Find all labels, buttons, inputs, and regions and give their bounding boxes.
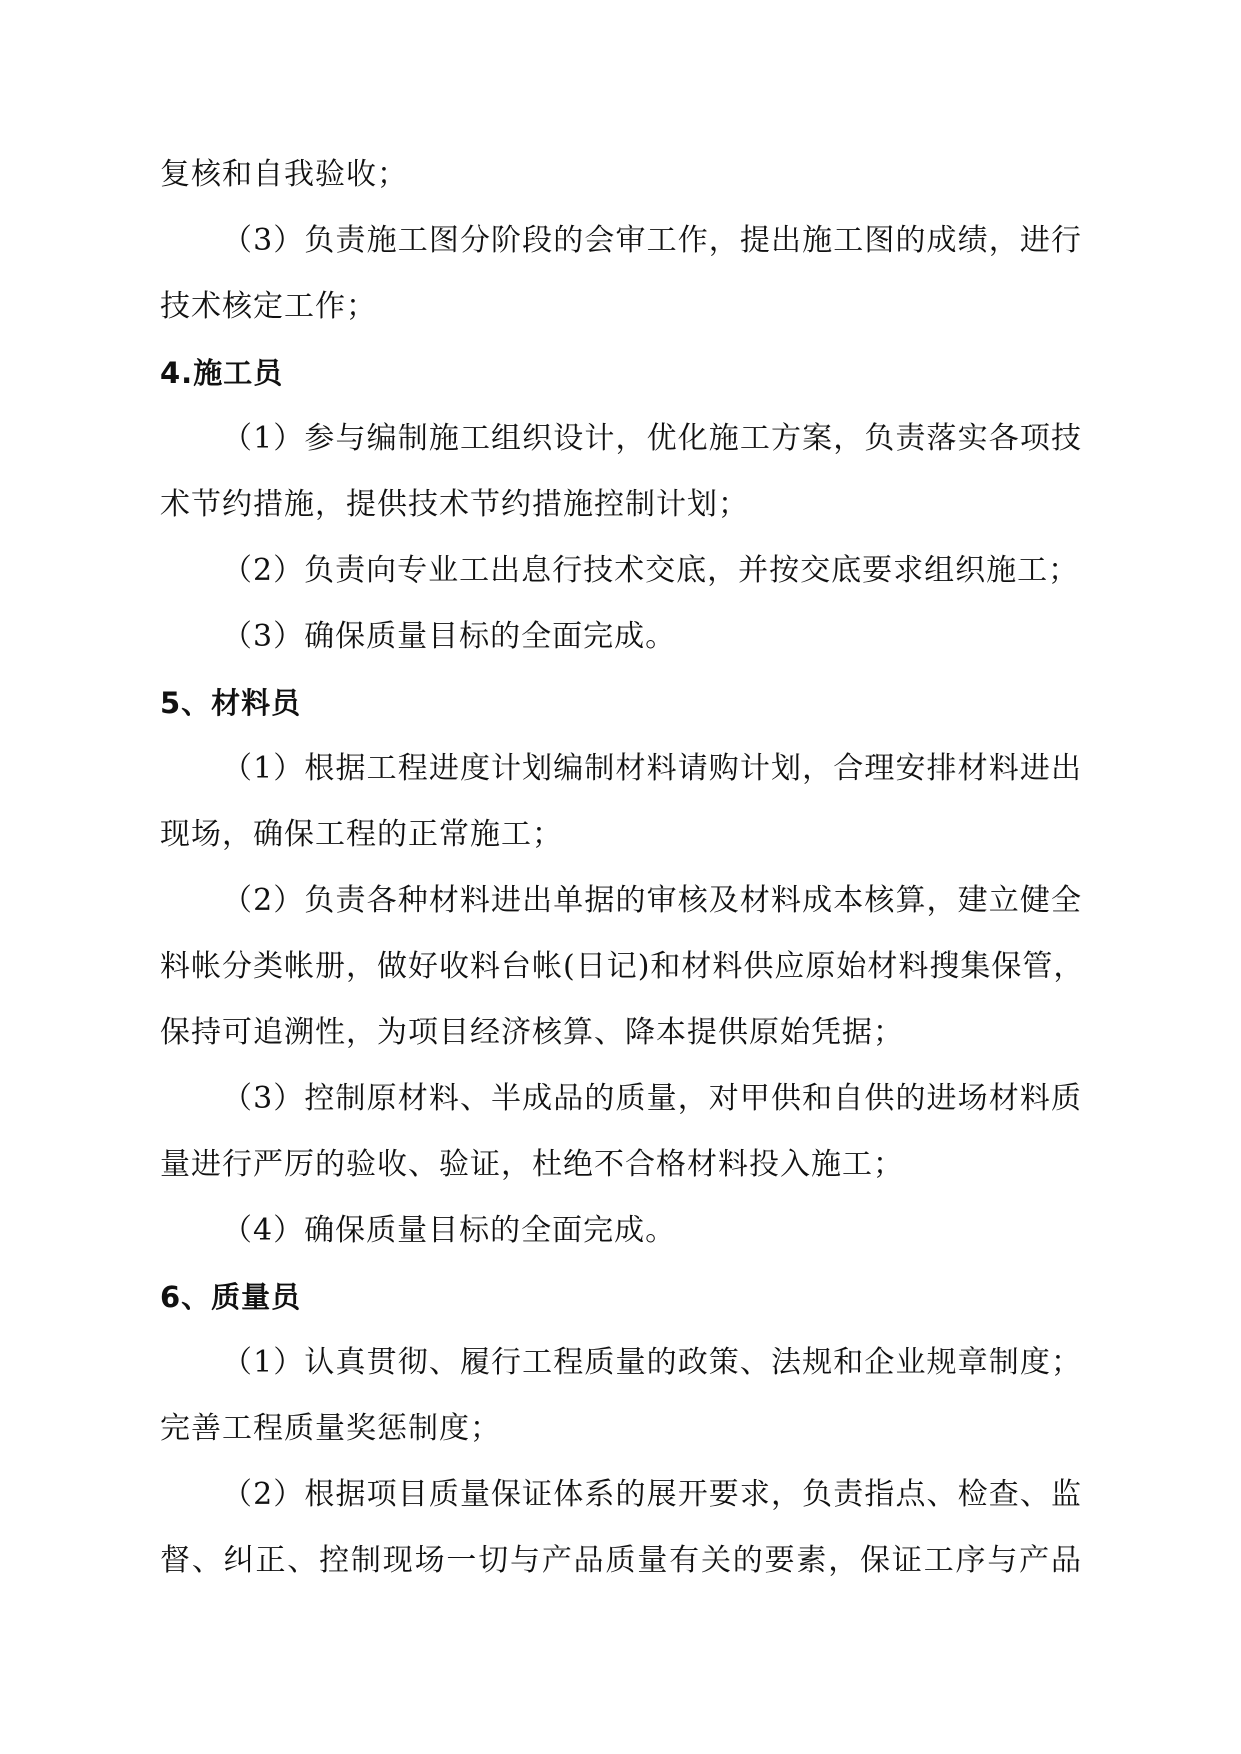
paragraph-line: （2）根据项目质量保证体系的展开要求，负责指点、检查、监 xyxy=(222,1477,1082,1512)
paragraph-line: 料帐分类帐册，做好收料台帐(日记)和材料供应原始材料搜集保管， xyxy=(160,949,1085,984)
section-heading-construction-worker: 4.施工员 xyxy=(160,356,284,390)
paragraph-line: （3）确保质量目标的全面完成。 xyxy=(222,619,677,654)
paragraph-line: 保持可追溯性，为项目经济核算、降本提供原始凭据； xyxy=(160,1015,904,1050)
section-heading-quality-officer: 6、质量员 xyxy=(160,1280,302,1314)
paragraph-line: 技术核定工作； xyxy=(160,289,377,324)
paragraph-line: （2）负责向专业工出息行技术交底，并按交底要求组织施工； xyxy=(222,553,1080,588)
paragraph-line: （4）确保质量目标的全面完成。 xyxy=(222,1213,677,1248)
paragraph-line: （1）认真贯彻、履行工程质量的政策、法规和企业规章制度； xyxy=(222,1345,1082,1380)
section-heading-materials-officer: 5、材料员 xyxy=(160,686,302,720)
paragraph-line: （3）控制原材料、半成品的质量，对甲供和自供的进场材料质 xyxy=(222,1081,1082,1116)
document-body xyxy=(160,142,1085,1594)
paragraph-line: （2）负责各种材料进出单据的审核及材料成本核算，建立健全 xyxy=(222,883,1082,918)
paragraph-line: （1）根据工程进度计划编制材料请购计划，合理安排材料进出 xyxy=(222,751,1082,786)
paragraph-line: 量进行严厉的验收、验证，杜绝不合格材料投入施工； xyxy=(160,1147,904,1182)
paragraph-line: 复核和自我验收； xyxy=(160,157,408,192)
paragraph-line: 完善工程质量奖惩制度； xyxy=(160,1411,501,1446)
paragraph-line: 术节约措施，提供技术节约措施控制计划； xyxy=(160,487,749,522)
paragraph-line: 现场，确保工程的正常施工； xyxy=(160,817,563,852)
paragraph-line: （3）负责施工图分阶段的会审工作，提出施工图的成绩，进行 xyxy=(222,223,1082,258)
paragraph-line: 督、纠正、控制现场一切与产品质量有关的要素，保证工序与产品 xyxy=(160,1543,1082,1578)
paragraph-line: （1）参与编制施工组织设计，优化施工方案，负责落实各项技 xyxy=(222,421,1082,456)
